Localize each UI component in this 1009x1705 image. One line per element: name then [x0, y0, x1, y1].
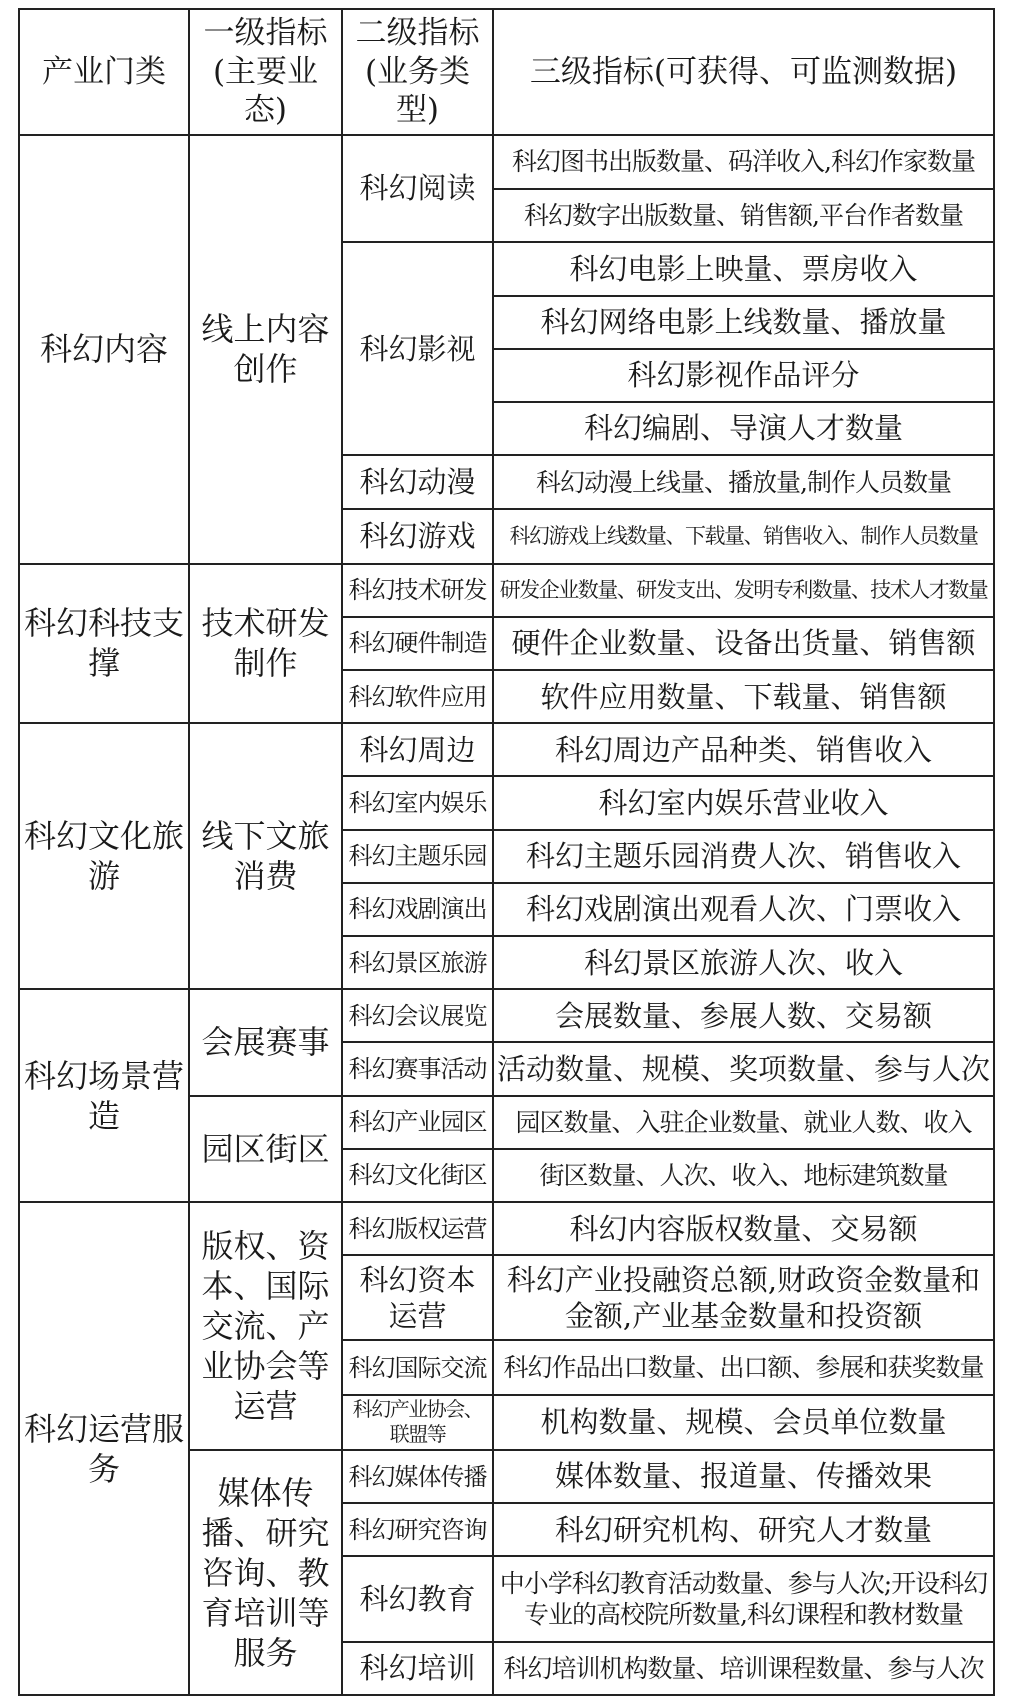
table-row — [19, 135, 994, 189]
level2-cell: 科幻版权运营 — [342, 1202, 493, 1255]
level3-cell: 研发企业数量、研发支出、发明专利数量、技术人才数量 — [493, 564, 994, 617]
level2-cell: 科幻教育 — [342, 1556, 493, 1641]
level3-cell: 科幻动漫上线量、播放量,制作人员数量 — [493, 455, 994, 509]
level2-cell: 科幻周边 — [342, 723, 493, 776]
table-row — [19, 564, 994, 617]
level2-cell: 科幻室内娱乐 — [342, 776, 493, 829]
level2-cell: 科幻游戏 — [342, 509, 493, 563]
table-row — [19, 1202, 994, 1255]
level1-cell: 线上内容创作 — [189, 135, 342, 564]
level2-cell: 科幻主题乐园 — [342, 830, 493, 883]
header-level1: 一级指标(主要业态) — [189, 9, 342, 135]
level2-cell: 科幻培训 — [342, 1642, 493, 1695]
level3-cell: 科幻室内娱乐营业收入 — [493, 776, 994, 829]
level2-cell: 科幻会议展览 — [342, 989, 493, 1042]
category-cell: 科幻运营服务 — [19, 1202, 189, 1695]
level2-cell: 科幻产业协会、联盟等 — [342, 1395, 493, 1450]
level3-cell: 机构数量、规模、会员单位数量 — [493, 1395, 994, 1450]
level2-cell: 科幻资本运营 — [342, 1255, 493, 1340]
level2-cell: 科幻动漫 — [342, 455, 493, 509]
level3-cell: 街区数量、人次、收入、地标建筑数量 — [493, 1149, 994, 1202]
level2-cell: 科幻媒体传播 — [342, 1450, 493, 1503]
level3-cell: 科幻图书出版数量、码洋收入,科幻作家数量 — [493, 135, 994, 189]
header-level3: 三级指标(可获得、可监测数据) — [493, 9, 994, 135]
level3-cell: 软件应用数量、下载量、销售额 — [493, 670, 994, 723]
level3-cell: 硬件企业数量、设备出货量、销售额 — [493, 617, 994, 670]
level3-cell: 科幻网络电影上线数量、播放量 — [493, 296, 994, 349]
level3-cell: 科幻编剧、导演人才数量 — [493, 402, 994, 455]
level3-cell: 科幻景区旅游人次、收入 — [493, 936, 994, 989]
level3-cell: 科幻电影上映量、票房收入 — [493, 242, 994, 295]
category-cell: 科幻科技支撑 — [19, 564, 189, 724]
level1-cell: 技术研发制作 — [189, 564, 342, 724]
level3-cell: 会展数量、参展人数、交易额 — [493, 989, 994, 1042]
level3-cell: 科幻内容版权数量、交易额 — [493, 1202, 994, 1255]
level2-cell: 科幻阅读 — [342, 135, 493, 242]
header-category: 产业门类 — [19, 9, 189, 135]
table-header-row — [19, 9, 994, 135]
table-row — [19, 989, 994, 1042]
level3-cell: 科幻研究机构、研究人才数量 — [493, 1503, 994, 1556]
level2-cell: 科幻研究咨询 — [342, 1503, 493, 1556]
level1-cell: 版权、资本、国际交流、产业协会等运营 — [189, 1202, 342, 1450]
level2-cell: 科幻赛事活动 — [342, 1042, 493, 1095]
level3-cell: 科幻游戏上线数量、下载量、销售收入、制作人员数量 — [493, 509, 994, 563]
indicator-table — [18, 8, 995, 1696]
level1-cell: 园区街区 — [189, 1096, 342, 1202]
level2-cell: 科幻国际交流 — [342, 1340, 493, 1394]
level3-cell: 媒体数量、报道量、传播效果 — [493, 1450, 994, 1503]
level2-cell: 科幻软件应用 — [342, 670, 493, 723]
level1-cell: 会展赛事 — [189, 989, 342, 1095]
level3-cell: 科幻作品出口数量、出口额、参展和获奖数量 — [493, 1340, 994, 1394]
category-cell: 科幻内容 — [19, 135, 189, 564]
level2-cell: 科幻技术研发 — [342, 564, 493, 617]
level2-cell: 科幻戏剧演出 — [342, 883, 493, 936]
level2-cell: 科幻文化街区 — [342, 1149, 493, 1202]
level3-cell: 科幻影视作品评分 — [493, 349, 994, 402]
header-level2: 二级指标(业务类型) — [342, 9, 493, 135]
level3-cell: 中小学科幻教育活动数量、参与人次;开设科幻专业的高校院所数量,科幻课程和教材数量 — [493, 1556, 994, 1641]
level3-cell: 科幻产业投融资总额,财政资金数量和金额,产业基金数量和投资额 — [493, 1255, 994, 1340]
category-cell: 科幻场景营造 — [19, 989, 189, 1202]
level3-cell: 活动数量、规模、奖项数量、参与人次 — [493, 1042, 994, 1095]
level3-cell: 科幻数字出版数量、销售额,平台作者数量 — [493, 189, 994, 242]
level2-cell: 科幻景区旅游 — [342, 936, 493, 989]
level3-cell: 科幻培训机构数量、培训课程数量、参与人次 — [493, 1642, 994, 1695]
level2-cell: 科幻影视 — [342, 242, 493, 455]
level3-cell: 科幻戏剧演出观看人次、门票收入 — [493, 883, 994, 936]
level3-cell: 园区数量、入驻企业数量、就业人数、收入 — [493, 1096, 994, 1149]
category-cell: 科幻文化旅游 — [19, 723, 189, 989]
table-row — [19, 723, 994, 776]
level1-cell: 线下文旅消费 — [189, 723, 342, 989]
level2-cell: 科幻硬件制造 — [342, 617, 493, 670]
level3-cell: 科幻周边产品种类、销售收入 — [493, 723, 994, 776]
level3-cell: 科幻主题乐园消费人次、销售收入 — [493, 830, 994, 883]
level1-cell: 媒体传播、研究咨询、教育培训等服务 — [189, 1450, 342, 1695]
level2-cell: 科幻产业园区 — [342, 1096, 493, 1149]
